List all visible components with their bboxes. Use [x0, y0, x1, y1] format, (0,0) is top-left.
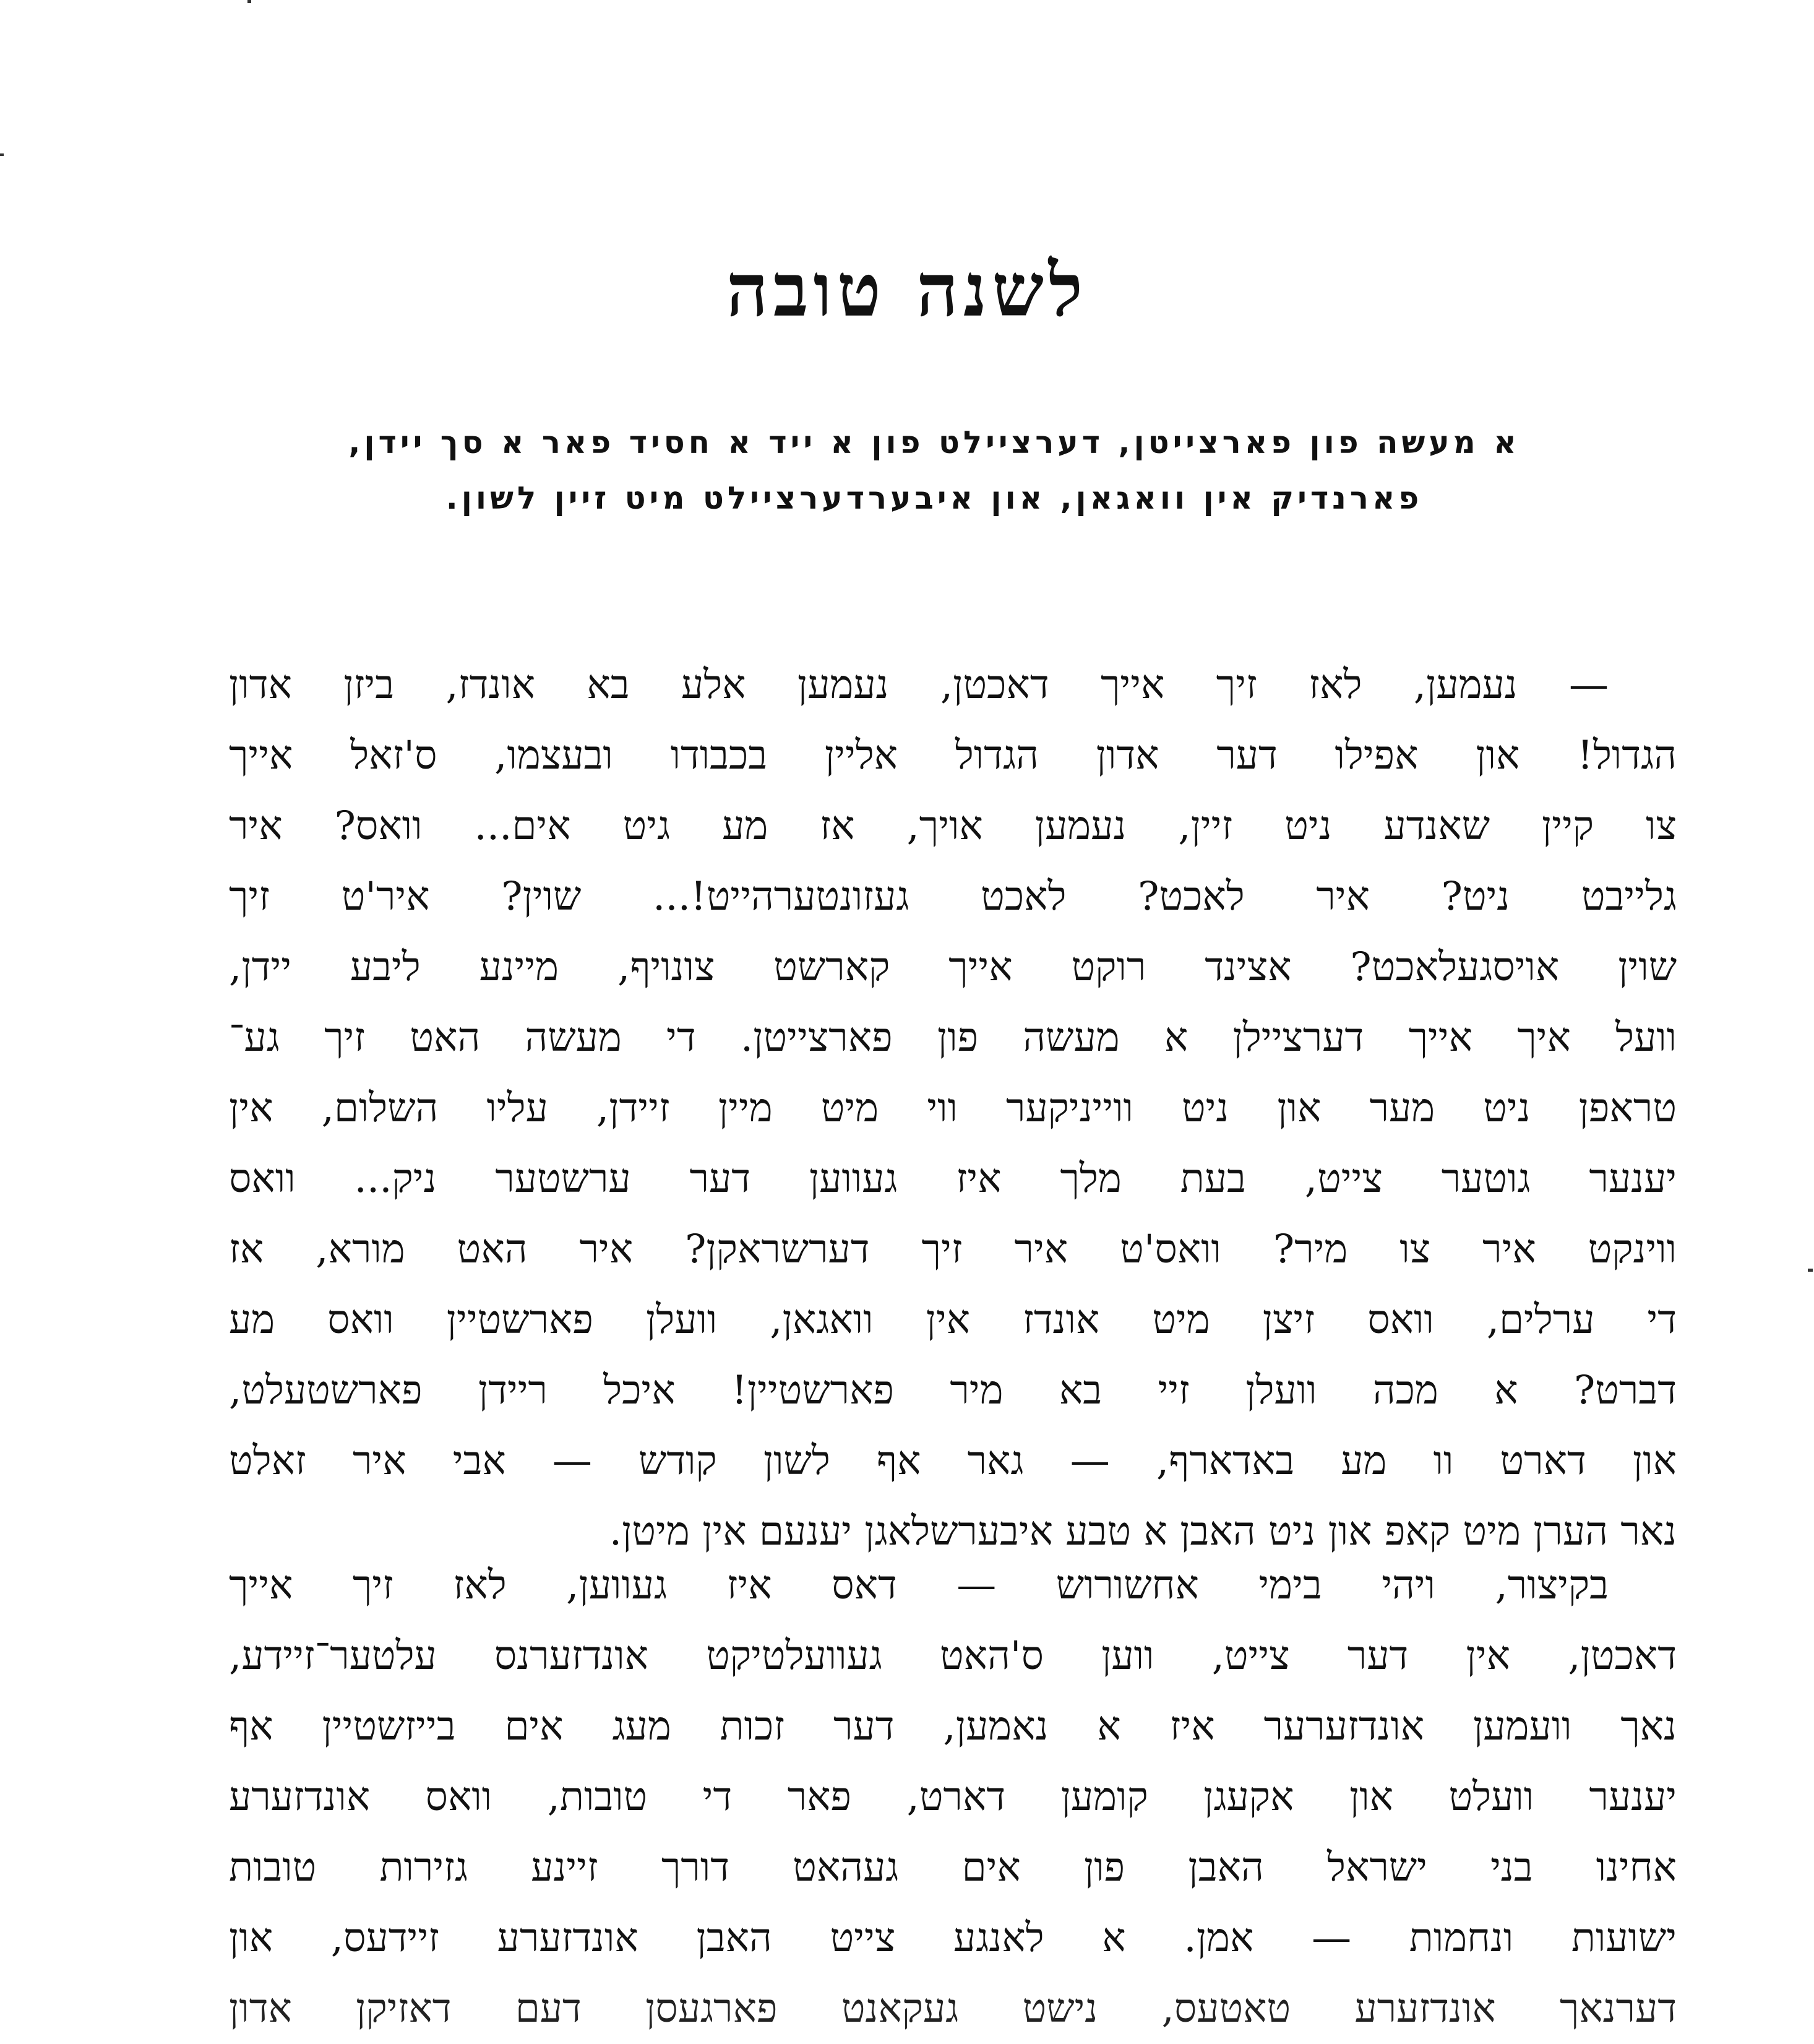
text-line: דערנאך אונדזערע טאטעס, נישט געקאנט פארגעסן דעם דאזיקן אדון	[229, 1986, 1677, 2032]
text-line: ווינקט איר צו מיר? וואס'ט איר זיך דערשראקן? איר האט מורא, אז	[229, 1227, 1677, 1272]
text-line: ישועות ונחמות — אמן. א לאנגע צייט האבן אונדזערע זיידעס, און	[229, 1915, 1677, 1961]
text-line: גלייבט ניט? איר לאכט? לאכט געזונטערהייט!... שוין? איר'ט זיך	[229, 874, 1677, 920]
scan-mark-top	[247, 0, 251, 3]
text-line: יענער וועלט און אקעגן קומען דארט, פאר די טובות, וואס אונדזערע	[229, 1774, 1677, 1820]
page-title: לשנה טובה	[726, 247, 1088, 333]
paragraph-1	[229, 650, 1677, 1567]
text-line: הגדול! און אפילו דער אדון הגדול אליין בכבודו ובעצמו, ס'זאל אייך	[229, 733, 1677, 778]
text-line: טראפן ניט מער און ניט ווייניקער ווי מיט מיין זיידן, עליו השלום, אין	[229, 1085, 1677, 1131]
text-line: דברט? א מכה וועלן זיי בא מיר פארשטיין! איכל ריידן פארשטעלט,	[229, 1368, 1677, 1413]
text-line: נאך וועמען אונדזערער איז א נאמען, דער זכות מעג אים בייזשטיין אף	[229, 1704, 1677, 1749]
scan-mark-left	[0, 153, 4, 156]
scan-mark-right	[1808, 1269, 1813, 1272]
text-line: שוין אויסגעלאכט? אצינד רוקט אייך קארשט צונויף, מיינע ליבע יידן,	[229, 944, 1677, 990]
text-line: בקיצור, ויהי בימי אחשורוש — דאס איז געווען, לאז זיך אייך	[229, 1563, 1609, 1608]
text-line: יענער גוטער צייט, בעת מלך איז געווען דער ערשטער ניק... וואס	[229, 1156, 1677, 1202]
text-line: נאר הערן מיט קאפ און ניט האבן א טבע איבערשלאגן יענעם אין מיטן.	[609, 1509, 1677, 1555]
text-line: די ערלים, וואס זיצן מיט אונדז אין וואגאן, וועלן פארשטיין וואס מע	[229, 1297, 1677, 1343]
subtitle-line: פארנדיק אין וואגאן, און איבערדערציילט מיט זיין לשון.	[445, 480, 1423, 516]
text-line: וועל איך אייך דערציילן א מעשה פון פארצייטן. די מעשה האט זיך גע־	[229, 1015, 1677, 1061]
text-line: אחינו בני ישראל האבן פון אים געהאט דורך זיינע גזירות טובות	[229, 1845, 1677, 1891]
text-line: — נעמען, לאז זיך אייך דאכטן, נעמען אלע בא אונדז, ביזן אדון	[229, 662, 1609, 708]
subtitle-line: א מעשה פון פארצייטן, דערציילט פון א ייד א חסיד פאר א סך יידן,	[348, 425, 1520, 460]
subtitle	[260, 415, 1609, 526]
text-line: און דארט וו מע באדארף, — גאר אף לשון קודש — אבי איר זאלט	[229, 1438, 1677, 1484]
text-line: דאכטן, אין דער צייט, ווען ס'האט געוועלטיקט אונדזערנס עלטער־זיידע,	[229, 1633, 1677, 1679]
paragraph-2	[229, 1550, 1677, 2044]
text-line: צו קיין שאנדע ניט זיין, נעמען אויך, אז מע גיט אים... וואס? איר	[229, 803, 1677, 849]
